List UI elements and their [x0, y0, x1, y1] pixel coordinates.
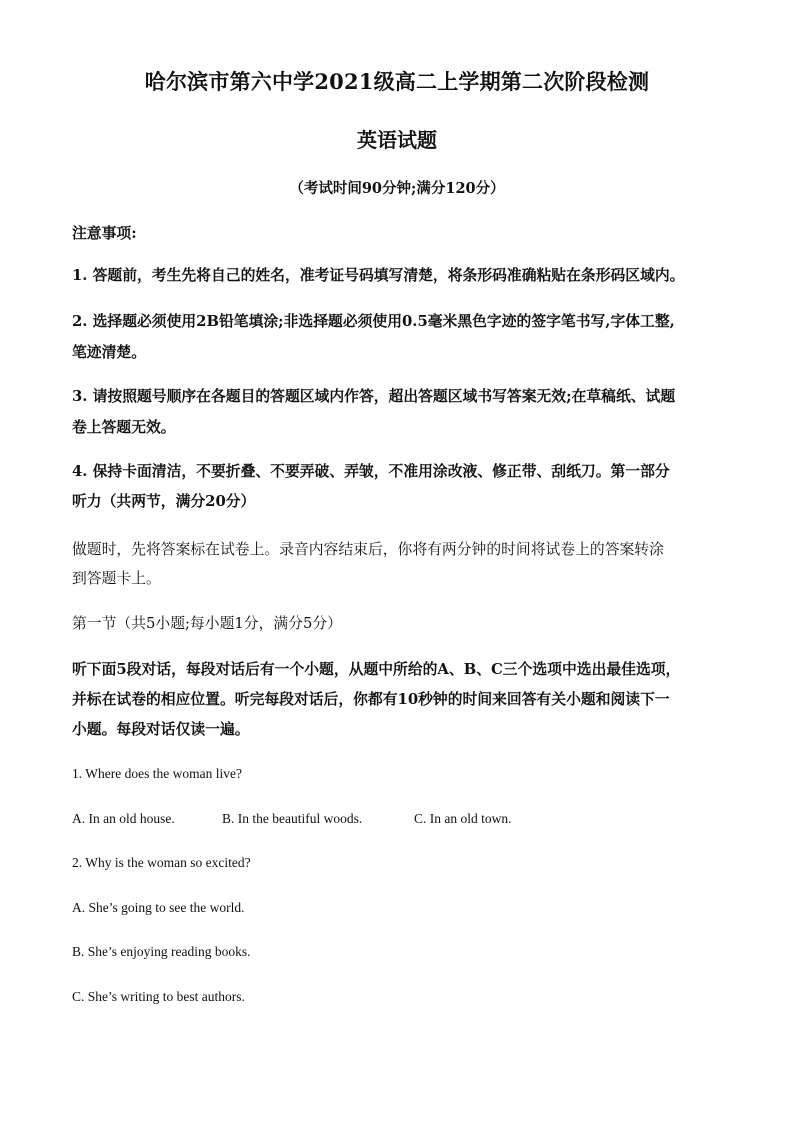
notice-item-3-line-1: 3. 请按照题号顺序在各题目的答题区域内作答，超出答题区域书写答案无效;在草稿纸、试题: [72, 388, 676, 405]
question-1-option-b: B. In the beautiful woods.: [222, 811, 363, 826]
notice-item-3-line-2: 卷上答题无效。: [72, 419, 176, 436]
notice-item-2-line-1: 2. 选择题必须使用2B铅笔填涂;非选择题必须使用0.5毫米黑色字迹的签字笔书写,字体工整,: [72, 313, 675, 330]
section-1-instruction-line-1: 听下面5段对话，每段对话后有一个小题，从题中所给的A、B、C三个选项中选出最佳选项，: [72, 661, 681, 678]
question-2-option-a: A. She’s going to see the world.: [72, 900, 245, 915]
listening-intro-line-1: 做题时，先将答案标在试卷上。录音内容结束后，你将有两分钟的时间将试卷上的答案转涂: [72, 541, 664, 558]
question-1-stem: 1. Where does the woman live?: [72, 766, 242, 781]
question-2-stem: 2. Why is the woman so excited?: [72, 855, 251, 870]
notice-item-2-line-2: 笔迹清楚。: [72, 344, 146, 361]
section-1-instruction-line-2: 并标在试卷的相应位置。听完每段对话后，你都有10秒钟的时间来回答有关小题和阅读下一: [72, 691, 670, 708]
question-1-option-c: C. In an old town.: [414, 811, 512, 826]
notice-item-4-line-1: 4. 保持卡面清洁，不要折叠、不要弄破、弄皱，不准用涂改液、修正带、刮纸刀。第一部分: [72, 463, 670, 480]
question-2-option-b: B. She’s enjoying reading books.: [72, 944, 251, 959]
section-1-instruction-line-3: 小题。每段对话仅读一遍。: [72, 721, 250, 738]
question-1-option-a: A. In an old house.: [72, 811, 175, 826]
notice-heading: 注意事项:: [72, 225, 137, 242]
question-2-option-c: C. She’s writing to best authors.: [72, 989, 245, 1004]
exam-title: 哈尔滨市第六中学2021级高二上学期第二次阶段检测: [144, 69, 650, 94]
notice-item-4-line-2: 听力（共两节，满分20分）: [72, 493, 256, 510]
subject-title: 英语试题: [357, 128, 437, 152]
notice-item-1: 1. 答题前，考生先将自己的姓名，准考证号码填写清楚，将条形码准确粘贴在条形码区域内。: [72, 267, 685, 284]
exam-info: （考试时间90分钟;满分120分）: [289, 180, 505, 197]
section-1-heading: 第一节（共5小题;每小题1分，满分5分）: [72, 615, 342, 632]
listening-intro-line-2: 到答题卡上。: [72, 570, 161, 587]
